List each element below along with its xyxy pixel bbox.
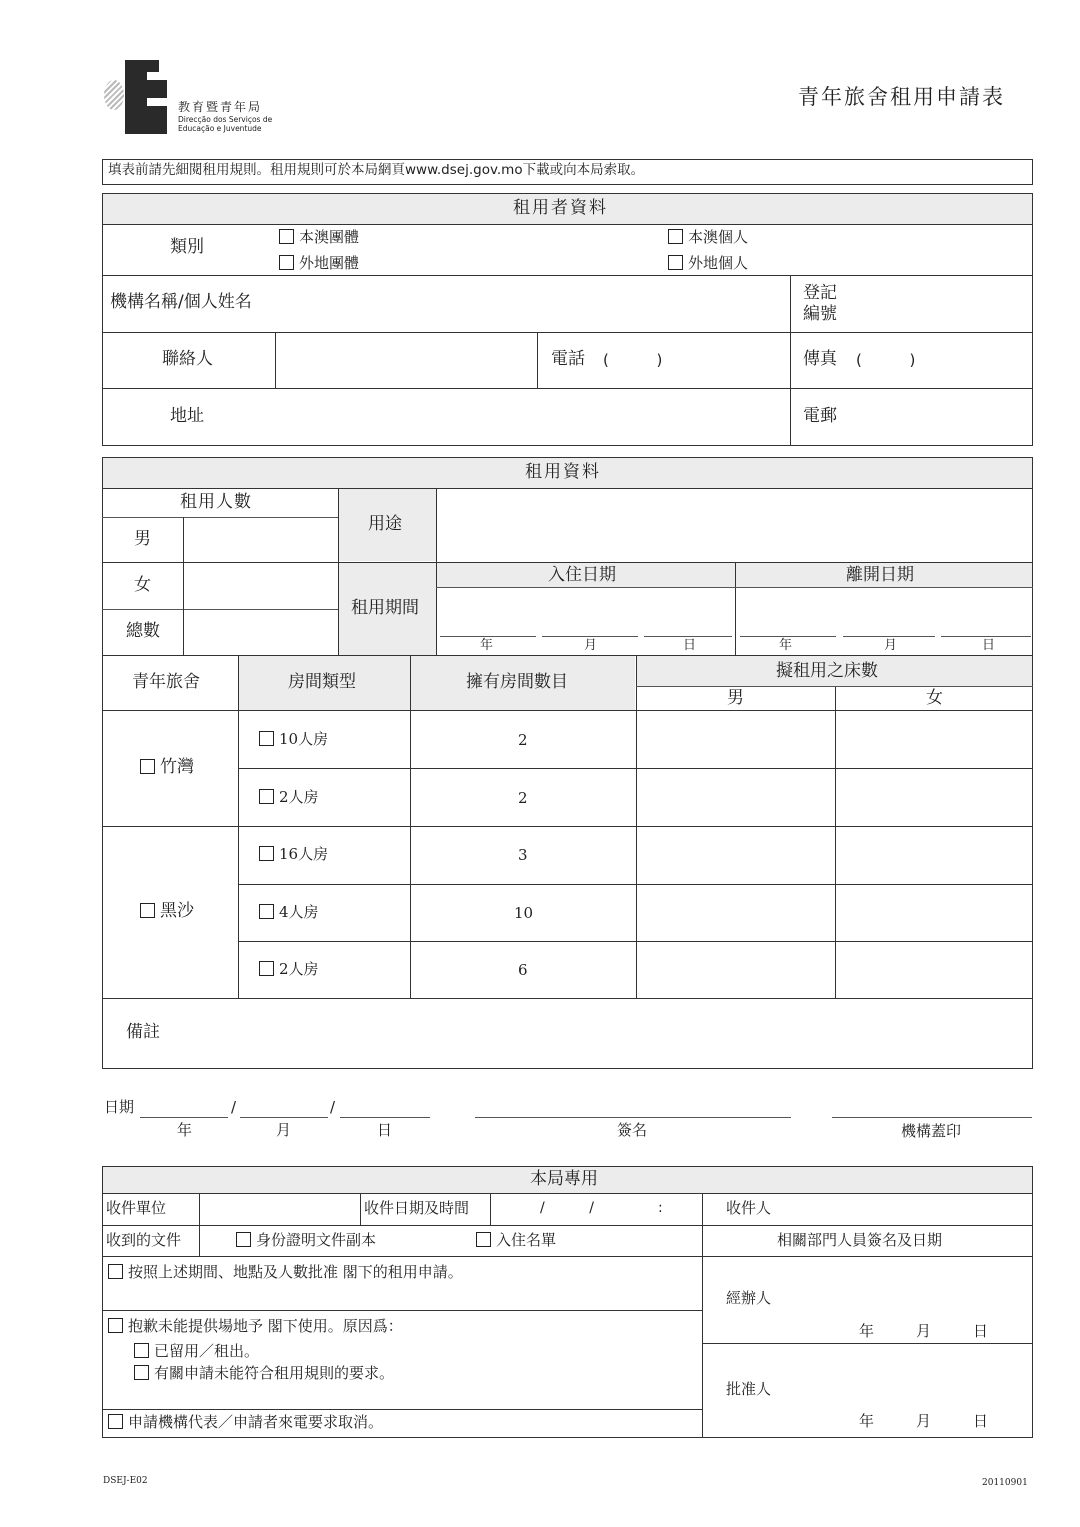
beds-input[interactable] <box>640 714 832 764</box>
roomtype-header: 房間類型 <box>288 672 356 692</box>
beds-male-header: 男 <box>727 688 744 708</box>
reject-text: 抱歉未能提供場地予 閣下使用。原因爲： <box>128 1317 403 1335</box>
count-heading: 租用人數 <box>180 492 252 512</box>
checkbox-reject[interactable] <box>108 1318 403 1334</box>
female-count-field[interactable] <box>186 565 336 607</box>
checkbox-box[interactable] <box>108 1264 123 1279</box>
stamp-field[interactable] <box>832 1090 1032 1117</box>
checkout-day: 日 <box>982 638 996 653</box>
org-name-label: 機構名稱/個人姓名 <box>110 292 252 312</box>
checkout-date-field[interactable] <box>738 590 1030 636</box>
hostel-header: 青年旅舍 <box>132 672 200 692</box>
category-label: 類別 <box>170 237 204 257</box>
beds-input[interactable] <box>839 714 1029 764</box>
male-count-field[interactable] <box>186 520 336 560</box>
address-field[interactable] <box>278 391 786 443</box>
reason-text: 已留用／租出。 <box>154 1342 260 1360</box>
room-checkbox[interactable] <box>259 789 319 805</box>
checkbox-box[interactable] <box>476 1232 491 1247</box>
checkbox-box[interactable] <box>108 1414 123 1429</box>
beds-input[interactable] <box>839 830 1029 880</box>
address-label: 地址 <box>170 406 204 426</box>
date-month-field[interactable] <box>240 1097 328 1117</box>
purpose-label: 用途 <box>368 514 402 534</box>
handler-day: 日 <box>973 1322 989 1340</box>
beds-input[interactable] <box>839 945 1029 995</box>
receiver-field[interactable] <box>790 1196 1030 1222</box>
cancel-text: 申請機構代表／申請者來電要求取消。 <box>128 1413 384 1431</box>
room-type: 16人房 <box>279 845 329 863</box>
checkbox-box[interactable] <box>259 731 274 746</box>
room-checkbox[interactable] <box>259 846 328 862</box>
checkbox-foreign-group[interactable] <box>279 255 359 271</box>
remarks-field[interactable] <box>180 1002 1028 1064</box>
date-month-label: 月 <box>276 1121 292 1139</box>
checkbox-id-copy[interactable] <box>236 1232 376 1248</box>
room-type: 2人房 <box>279 960 319 978</box>
contact-field[interactable] <box>278 335 534 385</box>
checkout-year: 年 <box>779 638 793 653</box>
dsej-logo <box>100 58 280 138</box>
contact-label: 聯絡人 <box>162 349 213 369</box>
checkbox-cancel[interactable] <box>108 1414 383 1430</box>
checkin-month: 月 <box>584 638 598 653</box>
office-heading: 本局專用 <box>530 1169 598 1189</box>
handler-month: 月 <box>916 1322 932 1340</box>
male-label: 男 <box>134 529 151 549</box>
stamp-label: 機構蓋印 <box>901 1122 962 1140</box>
room-type: 10人房 <box>279 730 329 748</box>
doc-label: 身份證明文件副本 <box>256 1231 377 1249</box>
handler-label: 經辦人 <box>726 1289 772 1307</box>
checkbox-box[interactable] <box>668 229 683 244</box>
staff-sign-label: 相關部門人員簽名及日期 <box>777 1231 943 1249</box>
org-name-pt-1: Direcção dos Serviços de <box>178 115 273 124</box>
notice-text: 填表前請先細閱租用規則。租用規則可於本局網頁www.dsej.gov.mo下載或向本局索取。 <box>108 162 645 178</box>
checkbox-box[interactable] <box>134 1365 149 1380</box>
org-name-pt-2: Educação e Juventude <box>178 124 262 133</box>
option-label: 本澳團體 <box>299 228 360 246</box>
room-checkbox[interactable] <box>259 731 328 747</box>
renter-heading: 租用者資料 <box>513 198 608 218</box>
room-count: 6 <box>518 961 528 979</box>
approve-text: 按照上述期間、地點及人數批准 閣下的租用申請。 <box>128 1263 463 1281</box>
receive-time-colon[interactable]: : <box>658 1200 663 1216</box>
room-type: 2人房 <box>279 788 319 806</box>
approver-day: 日 <box>973 1412 989 1430</box>
reg-number-field[interactable] <box>850 278 1030 328</box>
reg-number-label-2: 編號 <box>803 304 837 324</box>
period-label: 租用期間 <box>351 598 419 618</box>
beds-input[interactable] <box>640 830 832 880</box>
form-code: DSEJ-E02 <box>103 1476 148 1486</box>
room-type: 4人房 <box>279 903 319 921</box>
date-slash: / <box>231 1098 237 1116</box>
checkbox-box[interactable] <box>259 846 274 861</box>
date-day-label: 日 <box>377 1121 393 1139</box>
receiving-unit-label: 收件單位 <box>106 1199 167 1217</box>
phone-label: 電話 <box>551 349 585 369</box>
hostel-checkbox-hac-sa[interactable] <box>140 903 194 920</box>
female-label: 女 <box>134 575 151 595</box>
date-day-field[interactable] <box>340 1097 430 1117</box>
checkbox-approve[interactable] <box>108 1264 463 1280</box>
checkbox-box[interactable] <box>140 903 155 918</box>
beds-header: 擬租用之床數 <box>776 661 878 681</box>
checkbox-local-individual[interactable] <box>668 229 748 245</box>
docs-received-label: 收到的文件 <box>106 1231 182 1249</box>
checkin-date-field[interactable] <box>440 590 732 636</box>
org-name-cn: 教育暨青年局 <box>178 100 263 114</box>
hostel-checkbox-chuk-wan[interactable] <box>140 759 194 776</box>
reason-text: 有關申請未能符合租用規則的要求。 <box>154 1364 395 1382</box>
rental-heading: 租用資料 <box>525 462 601 482</box>
checkout-month: 月 <box>884 638 898 653</box>
checkbox-box[interactable] <box>259 789 274 804</box>
beds-input[interactable] <box>640 888 832 938</box>
date-slash: / <box>330 1098 336 1116</box>
phone-parens[interactable]: ( ) <box>603 351 663 369</box>
receive-date-slashes[interactable]: / / <box>540 1200 594 1216</box>
approver-month: 月 <box>916 1412 932 1430</box>
fax-parens[interactable]: ( ) <box>856 351 916 369</box>
handler-sign-field[interactable] <box>790 1262 1030 1317</box>
date-year-label: 年 <box>177 1121 193 1139</box>
approver-sign-field[interactable] <box>790 1348 1030 1408</box>
approver-year: 年 <box>859 1412 875 1430</box>
checkbox-box[interactable] <box>259 961 274 976</box>
signature-field[interactable] <box>475 1090 791 1117</box>
roomcount-header: 擁有房間數目 <box>466 672 568 692</box>
option-label: 外地團體 <box>299 254 360 272</box>
room-count: 2 <box>518 731 528 749</box>
checkbox-reason-reserved[interactable] <box>134 1343 259 1359</box>
beds-input[interactable] <box>640 772 832 822</box>
checkbox-box[interactable] <box>140 759 155 774</box>
reg-number-label-1: 登記 <box>803 283 837 303</box>
beds-female-header: 女 <box>926 688 943 708</box>
room-checkbox[interactable] <box>259 961 319 977</box>
date-label: 日期 <box>104 1098 135 1116</box>
checkbox-foreign-individual[interactable] <box>668 255 748 271</box>
room-count: 10 <box>514 904 534 922</box>
date-year-field[interactable] <box>140 1097 228 1117</box>
option-label: 本澳個人 <box>688 228 749 246</box>
receiver-label: 收件人 <box>726 1199 772 1217</box>
room-checkbox[interactable] <box>259 904 319 920</box>
checkbox-guest-list[interactable] <box>476 1232 556 1248</box>
signature-label: 簽名 <box>617 1121 648 1139</box>
email-field[interactable] <box>850 391 1030 443</box>
receive-datetime-label: 收件日期及時間 <box>364 1199 470 1217</box>
beds-input[interactable] <box>640 945 832 995</box>
checkin-label: 入住日期 <box>548 565 616 585</box>
remarks-label: 備註 <box>126 1022 160 1042</box>
checkbox-box[interactable] <box>236 1232 251 1247</box>
checkbox-local-group[interactable] <box>279 229 359 245</box>
checkbox-box[interactable] <box>134 1343 149 1358</box>
form-title: 青年旅舍租用申請表 <box>798 85 1005 109</box>
handler-year: 年 <box>859 1322 875 1340</box>
checkbox-box[interactable] <box>259 904 274 919</box>
hostel-name: 黑沙 <box>160 901 194 921</box>
room-count: 2 <box>518 789 528 807</box>
total-label: 總數 <box>126 621 160 641</box>
option-label: 外地個人 <box>688 254 749 272</box>
fax-label: 傳真 <box>803 349 837 369</box>
checkin-day: 日 <box>683 638 697 653</box>
total-count-field[interactable] <box>186 612 336 654</box>
doc-label: 入住名單 <box>496 1231 557 1249</box>
checkbox-reason-rules[interactable] <box>134 1365 394 1381</box>
purpose-field[interactable] <box>440 491 1030 559</box>
checkbox-box[interactable] <box>279 229 294 244</box>
approver-label: 批准人 <box>726 1380 772 1398</box>
checkbox-box[interactable] <box>108 1318 123 1333</box>
checkbox-box[interactable] <box>668 255 683 270</box>
form-version: 20110901 <box>982 1478 1028 1488</box>
checkin-year: 年 <box>480 638 494 653</box>
beds-input[interactable] <box>839 772 1029 822</box>
beds-input[interactable] <box>839 888 1029 938</box>
hostel-name: 竹灣 <box>160 757 194 777</box>
checkout-label: 離開日期 <box>846 565 914 585</box>
checkbox-box[interactable] <box>279 255 294 270</box>
org-name-field[interactable] <box>280 278 785 328</box>
receiving-unit-field[interactable] <box>202 1196 357 1222</box>
room-count: 3 <box>518 846 528 864</box>
email-label: 電郵 <box>803 406 837 426</box>
